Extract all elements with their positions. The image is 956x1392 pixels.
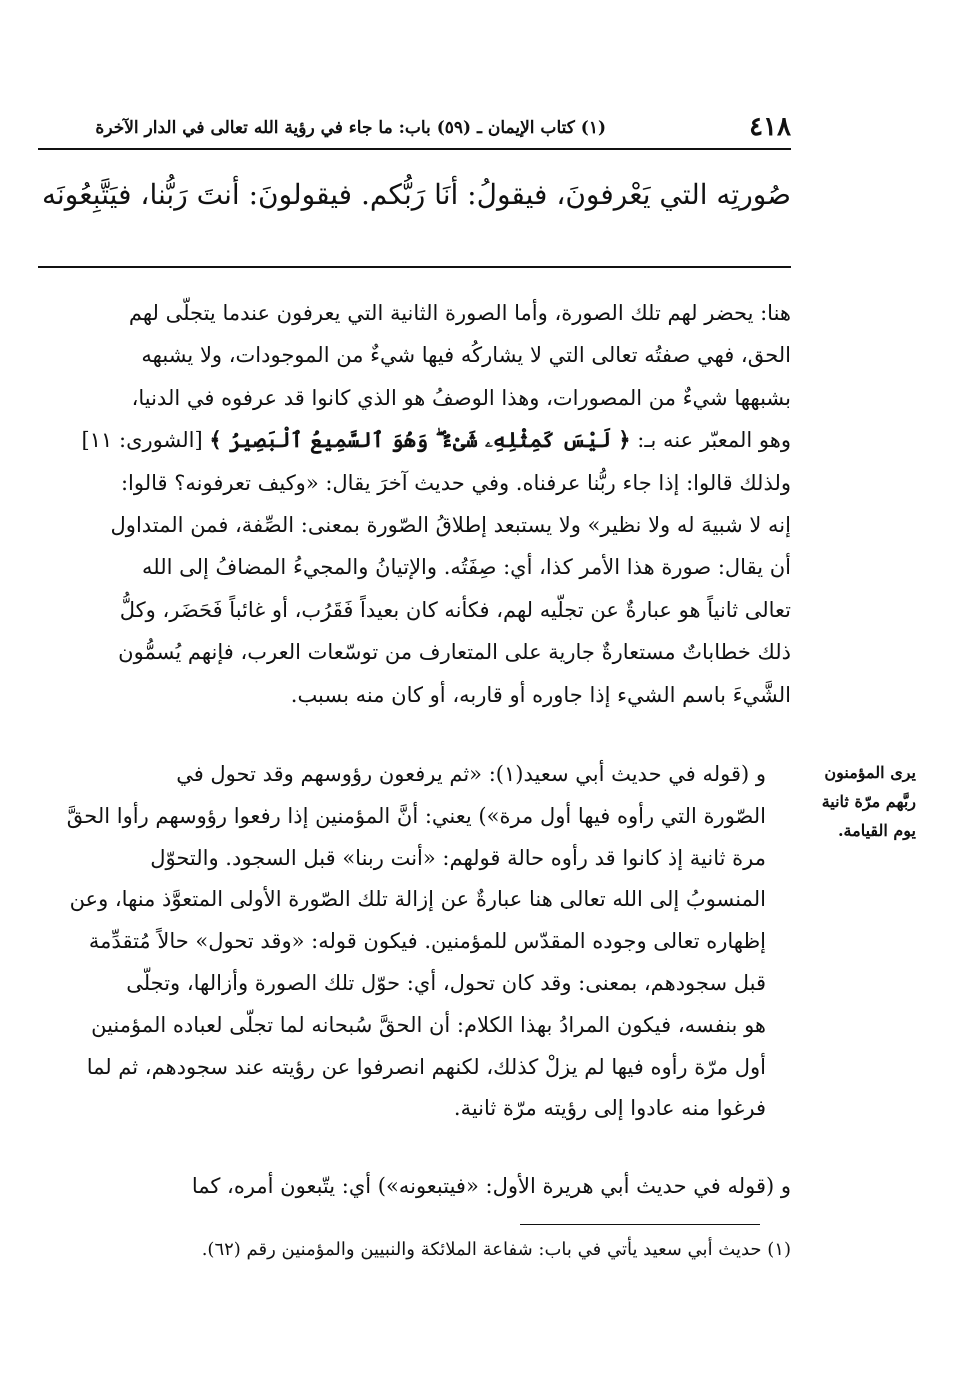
commentary-paragraph-2 <box>38 754 766 1130</box>
text-line: قبل سجودهم، بمعنى: وقد كان تحول، أي: حوّل تلك الصورة وأزالها، وتجلّى <box>126 970 766 995</box>
quran-verse: ﴿ لَيْسَ كَمِثْلِهِۦ شَىْءٌ ۖ وَهُوَ ٱلسَّمِيعُ ٱلْبَصِيرُ ﴾ <box>209 427 631 453</box>
text-line-with-quran-verse <box>38 419 791 461</box>
hadith-text-line: صُورتِه التي يَعْرفونَ، فيقولُ: أنَا رَبُّكم. فيقولونَ: أنتَ رَبُّنا، فيَتَّبِعُونَه <box>42 178 791 211</box>
margin-note <box>806 758 916 845</box>
footnote: (١) حديث أبي سعيد يأتي في باب: شفاعة الملائكة والنبيين والمؤمنين رقم (٦٢). <box>201 1239 791 1260</box>
text-line: إظهاره تعالى وجوده المقدّس للمؤمنين. فيكون قوله: «وقد تحول» حالاً مُتقدِّمة <box>88 929 766 954</box>
text-line: ذلك خطاباتٌ مستعارةٌ جارية على المتعارف من توسّعات العرب، فإنهم يُسمُّون <box>118 640 791 665</box>
text-line: تعالى ثانياً هو عبارةٌ عن تجلّيه لهم، فكأنه كان بعيداً فَقَرُب، أو غائباً فَحَضَر، وكلُّ <box>119 597 791 622</box>
commentary-paragraph-3 <box>38 1166 791 1206</box>
page-header <box>38 108 791 150</box>
page-number: ٤١٨ <box>749 112 791 142</box>
text-line: هنا: يحضر لهم تلك الصورة، وأما الصورة الثانية التي يعرفون عندما يتجلّى لهم <box>128 301 791 325</box>
text-line: إنه لا شبيهَ له ولا نظير» ولا يستبعد إطلاقُ الصّورة بمعنى: الصِّفة، فمن المتداول <box>110 513 791 538</box>
section-divider <box>38 266 791 268</box>
text-line: هو بنفسه، فيكون المرادُ بهذا الكلام: أن الحقَّ سُبحانه لما تجلّى لعباده المؤمنين <box>91 1012 766 1037</box>
text-line: فرغوا منه عادوا إلى رؤيته مرّة ثانية. <box>453 1096 766 1121</box>
running-title: (١) كتاب الإيمان ـ (٥٩) باب: ما جاء في رؤية الله تعالى في الدار الآخرة <box>95 118 606 138</box>
text-line: مرة ثانية إذ كانوا قد رأوه حالة قولهم: «أنت ربنا» قبل السجود. والتحوّل <box>150 845 766 870</box>
text-line: ولذلك قالوا: إذا جاء ربُّنا عرفناه. وفي حديث آخرَ يقال: «وكيف تعرفونه؟ قالوا: <box>120 470 791 495</box>
text-line: بشبهها شيءٌ من المصورات، وهذا الوصفُ هو الذي كانوا قد عرفوه في الدنيا، <box>131 385 791 410</box>
text-line: الشَّيءَ باسم الشيء إذا جاوره أو قاربه، أو كان منه بسبب. <box>290 682 791 707</box>
text-line: أول مرّة رأوه فيها لم يزلْ كذلك، لكنهم انصرفوا عن رؤيته عند سجودهم، ثم لما <box>86 1054 766 1079</box>
margin-note-line: يوم القيامة. <box>837 821 916 840</box>
margin-note-line: يرى المؤمنون <box>824 763 916 782</box>
footnote-divider <box>520 1224 760 1225</box>
margin-note-line: ربَّهم مرّة ثانية <box>821 792 916 811</box>
verse-reference: [الشورى: ١١] <box>81 428 203 453</box>
text-line: و (قوله في حديث أبي هريرة الأول: «فيتبعونه») أي: يتّبعون أمره، كما <box>191 1174 791 1198</box>
text-line: المنسوبُ إلى الله تعالى هنا عبارةٌ عن إزالة تلك الصّورة الأولى المتعوَّذ منها، وعن <box>69 887 766 912</box>
text-line: أن يقال: صورة هذا الأمر كذا، أي: صِفَتُه. والإتيانُ والمجيءُ المضافُ إلى الله <box>141 555 791 580</box>
commentary-paragraph-1 <box>38 292 791 716</box>
text-line: الحق، فهي صفتُه تعالى التي لا يشاركُه فيها شيءٌ من الموجودات، ولا يشبهه <box>141 343 791 368</box>
text-line: و (قوله في حديث أبي سعيد(١): «ثم يرفعون رؤوسهم وقد تحول في <box>176 762 766 786</box>
text-line: الصّورة التي رأوه فيها أول مرة») يعني: أنَّ المؤمنين إذا رفعوا رؤوسهم رأوا الحقَّ <box>66 803 766 828</box>
text-fragment: وهو المعبّر عنه بـ: <box>637 428 791 453</box>
